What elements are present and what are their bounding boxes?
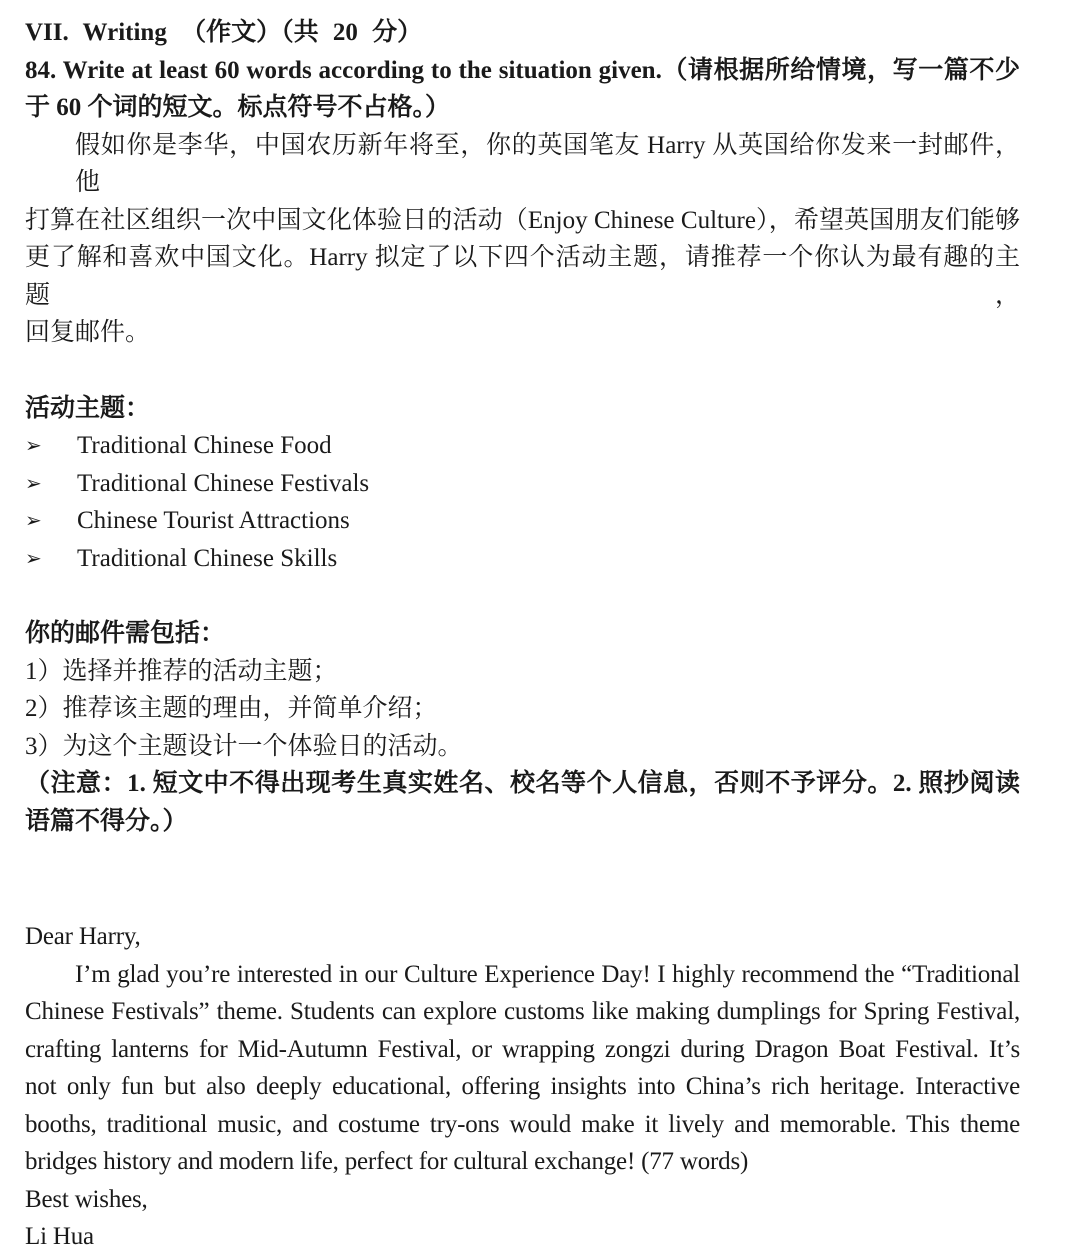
spacer bbox=[25, 352, 1020, 390]
situation-line: 假如你是李华，中国农历新年将至，你的英国笔友 Harry 从英国给你发来一封邮件，他 bbox=[75, 131, 1020, 196]
letter-closing: Best wishes, bbox=[25, 1185, 148, 1213]
theme-label: Chinese Tourist Attractions bbox=[77, 507, 350, 534]
letter-body-line: booths, traditional music, and costume try-ons would make it lively and memorable. This theme bbox=[25, 1110, 1020, 1138]
situation-paragraph bbox=[25, 127, 1020, 352]
letter-signature: Li Hua bbox=[25, 1223, 94, 1250]
requirements-heading: 你的邮件需包括： bbox=[25, 620, 226, 647]
letter-greeting: Dear Harry, bbox=[25, 923, 141, 950]
note-line-1: （注意：1. 短文中不得出现考生真实姓名、校名等个人信息，否则不予评分。2. 照抄阅读 bbox=[25, 770, 1020, 797]
list-item bbox=[25, 502, 1020, 540]
list-item bbox=[25, 465, 1020, 503]
sample-letter bbox=[25, 918, 1020, 1256]
letter-body-line: not only fun but also deeply educational, offering insights into China’s rich heritage. Interactive bbox=[25, 1073, 1020, 1100]
theme-label: Traditional Chinese Skills bbox=[77, 544, 338, 572]
spacer bbox=[25, 898, 1020, 918]
section-heading: VII. Writing （作文）（共 20 分） bbox=[25, 19, 423, 46]
requirement-item: 3）为这个主题设计一个体验日的活动。 bbox=[25, 732, 463, 760]
arrow-bullet-icon: ➢ bbox=[25, 508, 42, 532]
arrow-bullet-icon: ➢ bbox=[25, 470, 42, 495]
list-item bbox=[25, 540, 1020, 578]
themes-heading: 活动主题： bbox=[25, 394, 151, 422]
themes-list bbox=[25, 427, 1020, 577]
question-instruction-line-2: 于 60 个词的短文。标点符号不占格。） bbox=[25, 94, 451, 121]
list-item bbox=[25, 427, 1020, 465]
letter-body-line: I’m glad you’re interested in our Culture Experience Day! I highly recommend the “Traditional bbox=[75, 960, 1020, 988]
theme-label: Traditional Chinese Festivals bbox=[77, 469, 370, 497]
requirement-item: 1）选择并推荐的活动主题； bbox=[25, 657, 338, 685]
situation-line: 更了解和喜欢中国文化。Harry 拟定了以下四个活动主题，请推荐一个你认为最有趣的主题， bbox=[25, 244, 1020, 309]
letter-body-line: Chinese Festivals” theme. Students can explore customs like making dumplings for Spring Festival, bbox=[25, 998, 1020, 1025]
letter-body-line: bridges history and modern life, perfect for cultural exchange! (77 words) bbox=[25, 1148, 749, 1175]
theme-label: Traditional Chinese Food bbox=[77, 432, 332, 459]
exam-page bbox=[25, 14, 1020, 1256]
note-line-2: 语篇不得分。） bbox=[25, 807, 188, 835]
situation-line: 回复邮件。 bbox=[25, 319, 151, 346]
arrow-bullet-icon: ➢ bbox=[25, 545, 42, 570]
situation-line: 打算在社区组织一次中国文化体验日的活动（Enjoy Chinese Culture），希望英国朋友们能够 bbox=[25, 206, 1020, 234]
arrow-bullet-icon: ➢ bbox=[25, 433, 42, 457]
requirement-item: 2）推荐该主题的理由，并简单介绍； bbox=[25, 695, 438, 722]
letter-body-line: crafting lanterns for Mid-Autumn Festival, or wrapping zongzi during Dragon Boat Festival. It’s bbox=[25, 1035, 1020, 1063]
spacer bbox=[25, 840, 1020, 898]
spacer bbox=[25, 577, 1020, 615]
question-instruction-line-1: 84. Write at least 60 words according to the situation given.（请根据所给情境，写一篇不少 bbox=[25, 56, 1020, 84]
